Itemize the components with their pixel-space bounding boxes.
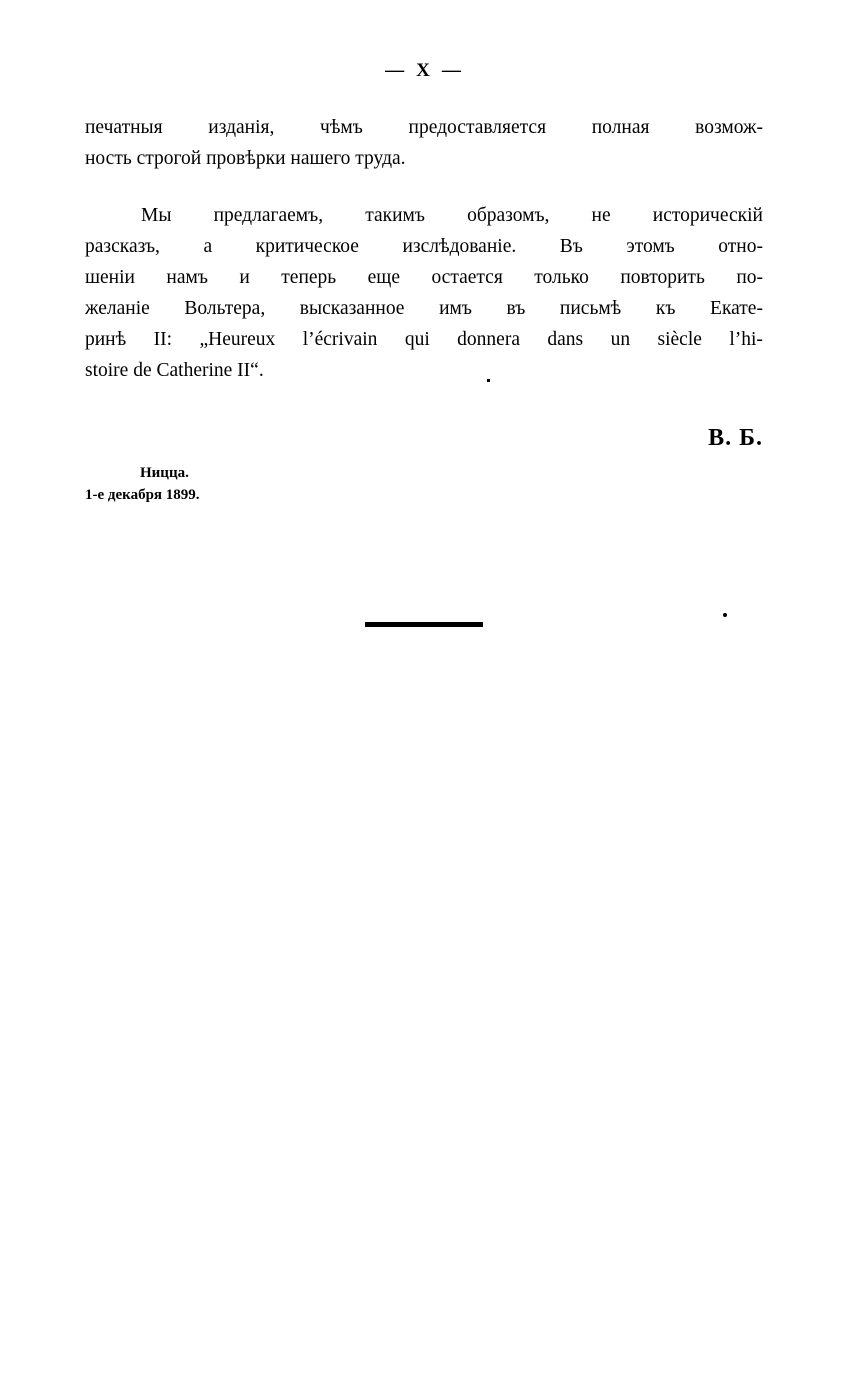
word: печатныя <box>85 117 163 138</box>
word: только <box>534 267 589 288</box>
word: Вольтера, <box>184 298 266 319</box>
word: такимъ <box>365 205 425 226</box>
word: историческій <box>652 205 763 226</box>
text-line <box>85 324 763 355</box>
text-line <box>85 200 763 231</box>
word: ность <box>85 148 132 169</box>
page-speck <box>723 613 727 617</box>
word: строгой <box>136 148 202 169</box>
word: въ <box>506 298 526 319</box>
word: не <box>591 205 611 226</box>
word: высказанное <box>299 298 405 319</box>
word: еще <box>367 267 400 288</box>
word: шеніи <box>85 267 135 288</box>
word: полная <box>591 117 650 138</box>
word: dans <box>547 329 584 350</box>
word: провѣрки <box>206 148 286 169</box>
word: l’écrivain <box>302 329 378 350</box>
text-line <box>85 293 763 324</box>
word: критическое <box>255 236 359 257</box>
page-number: X <box>416 60 432 81</box>
word: изданія, <box>208 117 275 138</box>
word: l’hi- <box>729 329 763 350</box>
word: желаніе <box>85 298 150 319</box>
word: письмѣ <box>559 298 622 319</box>
word: этомъ <box>626 236 675 257</box>
paragraph-main <box>85 200 763 386</box>
word: Мы <box>141 205 172 226</box>
word: по- <box>736 267 763 288</box>
word: предоставляется <box>408 117 547 138</box>
word: ринѣ <box>85 329 127 350</box>
word: donnera <box>457 329 520 350</box>
colophon-city: Ницца. <box>140 465 189 481</box>
word: а <box>203 236 213 257</box>
colophon <box>85 462 200 506</box>
word: „Heureux <box>199 329 276 350</box>
word: повторить <box>620 267 705 288</box>
word: II“. <box>237 360 264 381</box>
word: отно- <box>718 236 763 257</box>
colophon-date: 1-е декабря 1899. <box>85 487 200 503</box>
text-line <box>85 231 763 262</box>
word: и <box>239 267 250 288</box>
text-line <box>85 262 763 293</box>
text-line <box>85 112 763 143</box>
word: труда. <box>355 148 406 169</box>
word: II: <box>153 329 173 350</box>
word: изслѣдованіе. <box>402 236 517 257</box>
word: Catherine <box>156 360 233 381</box>
page-header <box>0 60 848 82</box>
word: нашего <box>290 148 351 169</box>
text-line <box>85 143 763 174</box>
word: предлагаемъ, <box>213 205 324 226</box>
header-dash-right: — <box>441 60 463 81</box>
section-divider-rule <box>365 622 483 627</box>
word: образомъ, <box>467 205 550 226</box>
word: теперь <box>281 267 337 288</box>
word: Екате- <box>710 298 763 319</box>
word: намъ <box>166 267 208 288</box>
word: stoire <box>85 360 129 381</box>
word: остается <box>431 267 503 288</box>
word: къ <box>655 298 676 319</box>
word: имъ <box>439 298 472 319</box>
page-speck <box>487 379 490 382</box>
word: разсказъ, <box>85 236 160 257</box>
word: Въ <box>559 236 583 257</box>
word: un <box>610 329 631 350</box>
word: de <box>133 360 152 381</box>
author-signature: В. Б. <box>708 425 763 451</box>
word: чѣмъ <box>320 117 363 138</box>
paragraph-continuation <box>85 112 763 174</box>
header-dash-left: — <box>385 60 407 81</box>
word: возмож- <box>695 117 763 138</box>
word: siècle <box>657 329 702 350</box>
word: qui <box>404 329 430 350</box>
text-line <box>85 355 763 386</box>
